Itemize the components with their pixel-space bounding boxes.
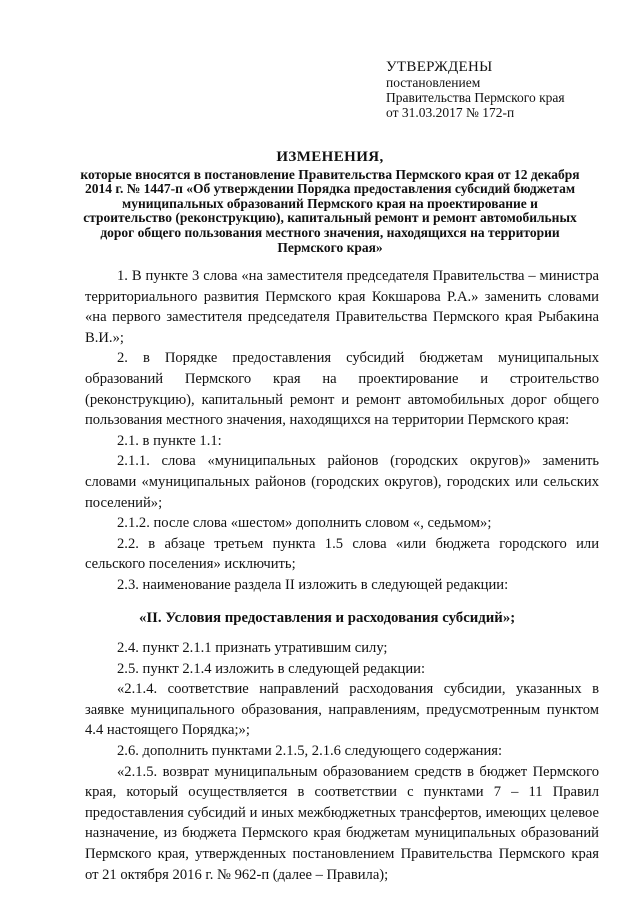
approval-stamp xyxy=(386,60,565,120)
document-title xyxy=(80,150,580,255)
paragraph: 2.5. пункт 2.1.4 изложить в следующей редакции: xyxy=(117,660,426,677)
paragraph: 2.2. в абзаце третьем пункта 1.5 слова «или бюджета городского или сельского поселения» исключить; xyxy=(85,535,599,573)
section-heading: «II. Условия предоставления и расходования субсидий»; xyxy=(139,609,516,626)
title-subtitle: которые вносятся в постановление Правительства Пермского края от 12 декабря 2014 г. № 1447-п «Об утверждении Порядка предоставления субсидий бюджетам муниципальных образований Пермского края на проектирование и строительство (реконструкцию), капитальный ремонт и ремонт автомобильных дорог общего пользования местного значения, находящихся на территории Пермского края» xyxy=(80,166,580,255)
paragraph: 1. В пункте 3 слова «на заместителя председателя Правительства – министра территориального развития Пермского края Кокшарова Р.А.» заменить словами «на первого заместителя председателя Правительства Пермского края Рыбакина В.И.»; xyxy=(85,268,599,346)
paragraph: «2.1.4. соответствие направлений расходования субсидии, указанных в заявке муниципального образования, направлениям, предусмотренным пунктом 4.4 настоящего Порядка;»; xyxy=(85,681,599,739)
paragraph: 2.4. пункт 2.1.1 признать утратившим силу; xyxy=(117,640,388,657)
paragraph: 2.1.2. после слова «шестом» дополнить словом «, седьмом»; xyxy=(117,515,492,532)
approval-line: УТВЕРЖДЕНЫ xyxy=(386,59,493,75)
approval-line: Правительства Пермского края xyxy=(386,90,565,105)
approval-line: постановлением xyxy=(386,75,481,90)
paragraph: 2.1.1. слова «муниципальных районов (городских округов)» заменить словами «муниципальных районов (городских округов), городских или сельских поселений»; xyxy=(85,453,599,511)
paragraph: «2.1.5. возврат муниципальным образованием средств в бюджет Пермского края, который осуществляется в соответствии с пунктами 7 – 11 Правил предоставления субсидий и иных межбюджетных трансфертов, имеющих целевое назначение, из бюджета Пермского края бюджетам муниципальных образований Пермского края, утвержденных постановлением Правительства Пермского края от 21 октября 2016 г. № 962-п (далее – Правила); xyxy=(85,763,599,883)
paragraph: 2.6. дополнить пунктами 2.1.5, 2.1.6 следующего содержания: xyxy=(117,743,503,760)
approval-line: от 31.03.2017 № 172-п xyxy=(386,105,515,120)
paragraph: 2. в Порядке предоставления субсидий бюджетам муниципальных образований Пермского края на проектирование и строительство (реконструкцию), капитальный ремонт и ремонт автомобильных дорог общего пользования местного значения, находящихся на территории Пермского края: xyxy=(85,350,599,429)
title-main: ИЗМЕНЕНИЯ, xyxy=(276,149,384,165)
document-body xyxy=(85,266,599,885)
paragraph: 2.1. в пункте 1.1: xyxy=(117,432,222,449)
paragraph: 2.3. наименование раздела II изложить в следующей редакции: xyxy=(117,576,509,593)
